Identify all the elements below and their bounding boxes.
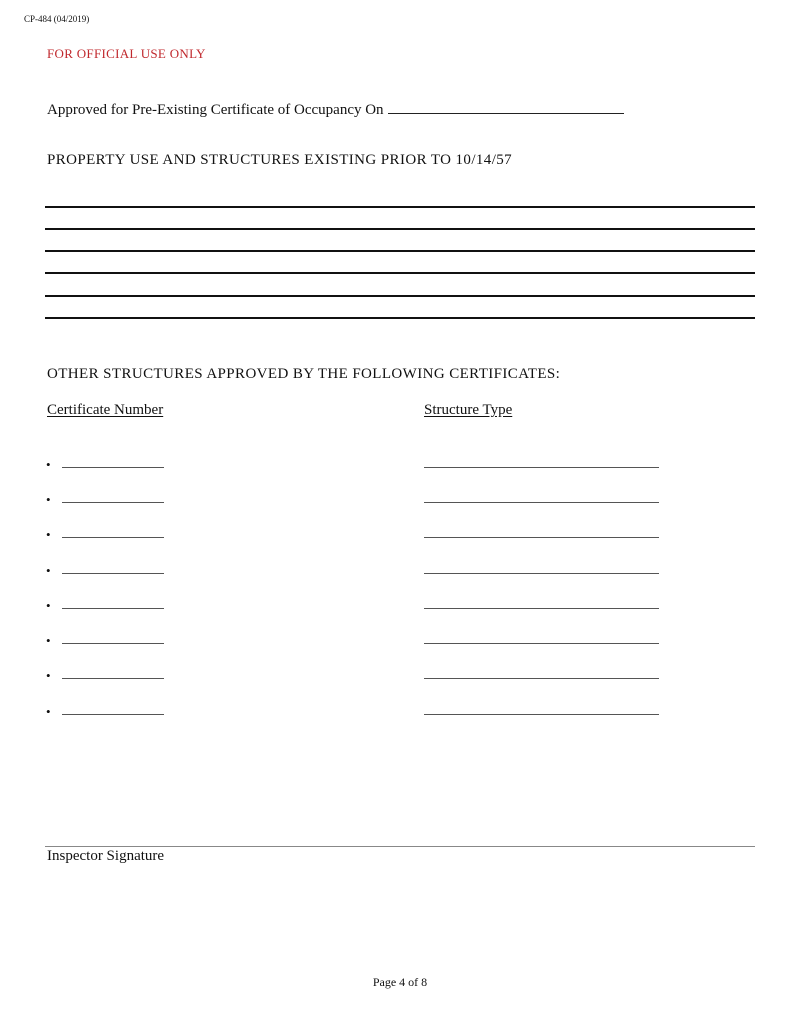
approval-label: Approved for Pre-Existing Certificate of Occupancy On xyxy=(47,102,384,118)
structure-type-field[interactable] xyxy=(424,537,659,538)
certificate-number-field[interactable] xyxy=(62,502,164,503)
bullet-icon: • xyxy=(46,633,51,648)
column-header-certificate-number: Certificate Number xyxy=(47,402,164,418)
certificate-number-field[interactable] xyxy=(62,573,164,574)
property-line-4[interactable] xyxy=(45,272,755,274)
form-id: CP-484 (04/2019) xyxy=(24,14,90,24)
column-header-structure-type: Structure Type xyxy=(424,402,513,418)
approval-row xyxy=(47,99,624,119)
bullet-icon: • xyxy=(46,527,51,542)
bullet-icon: • xyxy=(46,457,51,472)
official-use-label: FOR OFFICIAL USE ONLY xyxy=(47,46,206,61)
approval-date-field[interactable] xyxy=(388,99,624,114)
certificate-number-field[interactable] xyxy=(62,467,164,468)
property-section-heading: PROPERTY USE AND STRUCTURES EXISTING PRIOR TO 10/14/57 xyxy=(47,152,513,168)
property-line-6[interactable] xyxy=(45,317,755,319)
certificate-number-field[interactable] xyxy=(62,643,164,644)
structure-type-field[interactable] xyxy=(424,714,659,715)
bullet-icon: • xyxy=(46,704,51,719)
certificate-number-field[interactable] xyxy=(62,537,164,538)
bullet-icon: • xyxy=(46,563,51,578)
other-structures-heading: OTHER STRUCTURES APPROVED BY THE FOLLOWING CERTIFICATES: xyxy=(47,366,561,382)
structure-type-field[interactable] xyxy=(424,678,659,679)
bullet-icon: • xyxy=(46,492,51,507)
bullet-icon: • xyxy=(46,668,51,683)
structure-type-field[interactable] xyxy=(424,573,659,574)
property-line-3[interactable] xyxy=(45,250,755,252)
bullet-icon: • xyxy=(46,598,51,613)
property-line-5[interactable] xyxy=(45,295,755,297)
structure-type-field[interactable] xyxy=(424,467,659,468)
property-line-1[interactable] xyxy=(45,206,755,208)
property-line-2[interactable] xyxy=(45,228,755,230)
certificate-number-field[interactable] xyxy=(62,678,164,679)
certificate-number-field[interactable] xyxy=(62,608,164,609)
inspector-signature-field[interactable] xyxy=(45,846,755,847)
structure-type-field[interactable] xyxy=(424,643,659,644)
structure-type-field[interactable] xyxy=(424,502,659,503)
page-number: Page 4 of 8 xyxy=(372,975,428,989)
inspector-signature-label: Inspector Signature xyxy=(47,848,165,864)
certificate-number-field[interactable] xyxy=(62,714,164,715)
structure-type-field[interactable] xyxy=(424,608,659,609)
